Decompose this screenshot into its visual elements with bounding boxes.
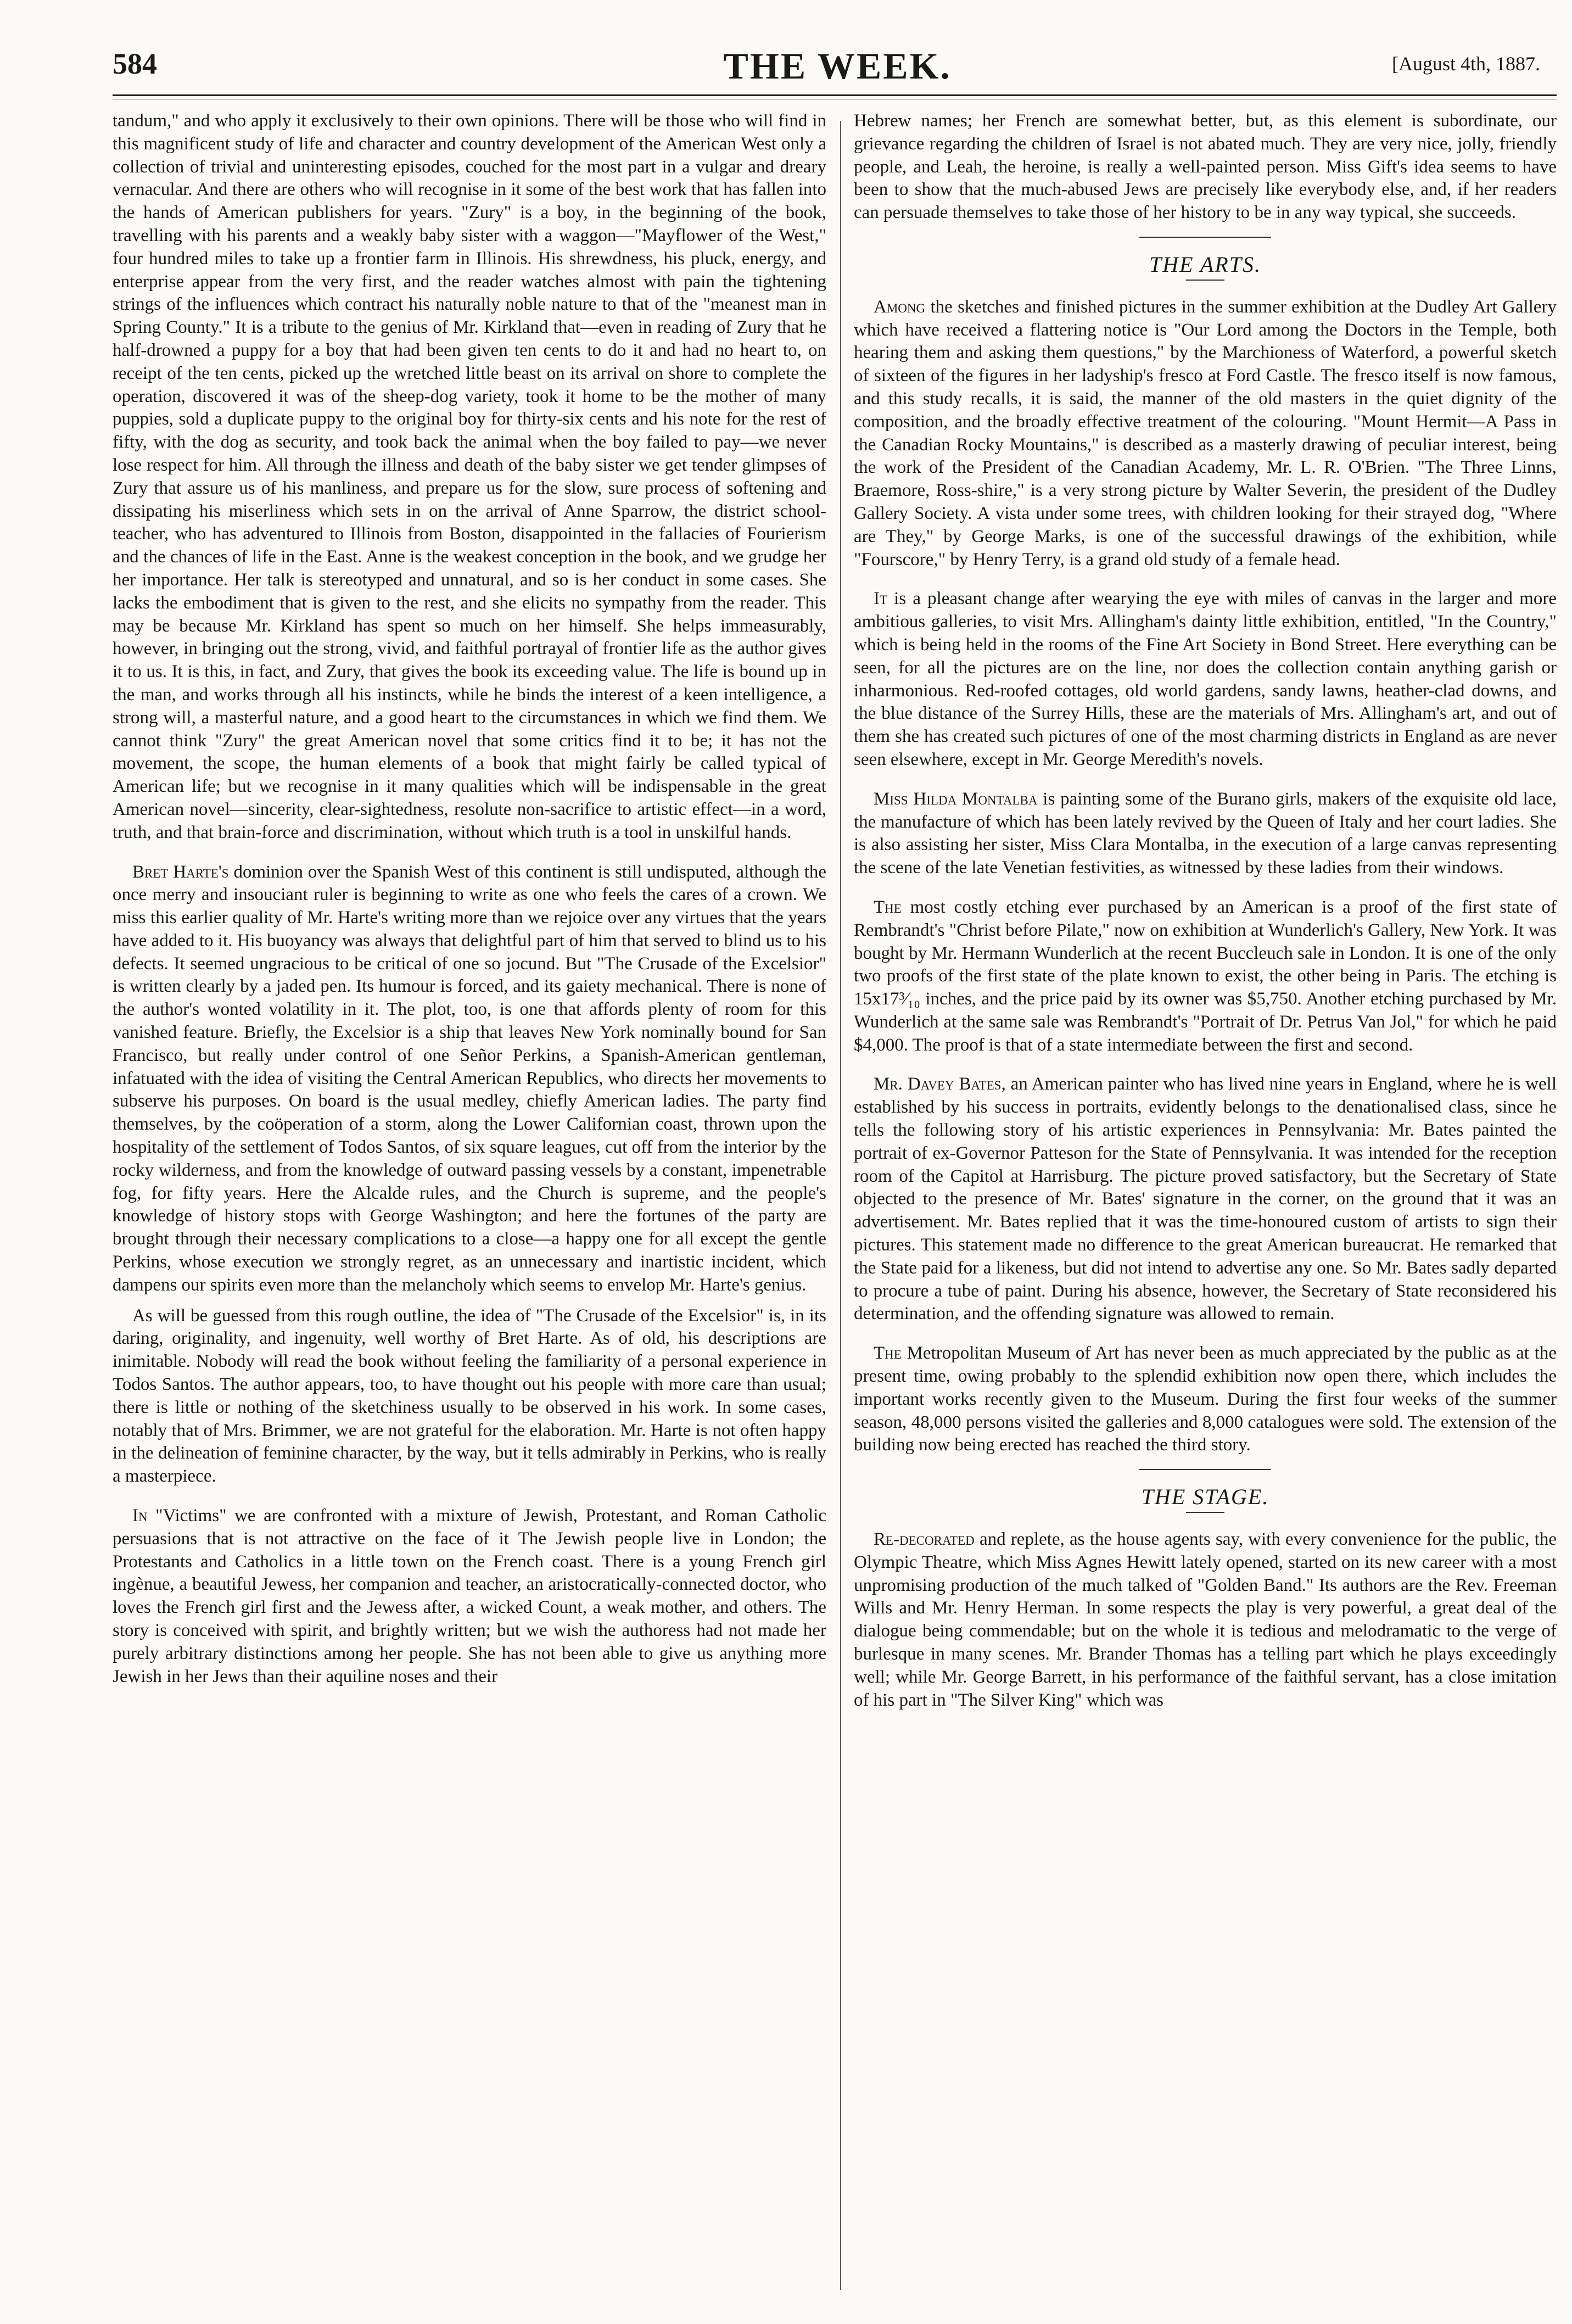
lead-in: The: [874, 897, 902, 917]
paragraph: Hebrew names; her French are somewhat better, but, as this element is subordinate, our grievance regarding the children of Israel is not abated much. They are very nice, jolly, friendly people, and Leah, the heroine, is really a well-painted person. Miss Gift's idea seems to have been to show that the much-abused Jews are precisely like everybody else, and, if her readers can persuade themselves to take those of her history to be in any way typical, she succeeds.: [854, 111, 1557, 223]
lead-in: Among: [874, 297, 926, 317]
section-separator: [1139, 237, 1271, 238]
newspaper-title: THE WEEK.: [723, 45, 952, 87]
lead-in: Bret Harte's: [132, 862, 229, 882]
paragraph: In "Victims" we are confronted with a mixture of Jewish, Protestant, and Roman Catholic persuasions that is not attractive on the face of it The Jewish people live in London; the Protestants and Catholics in a little town on the French coast. There is a young French girl ingènue, a beautiful Jewess, her companion and teacher, an aristocratically-connected doctor, who loves the French girl first and the Jewess after, a wicked Count, a weak mother, and others. The story is conceived with spirit, and brightly written; but we wish the authoress had not made her purely arbitrary distinctions among her people. She has not been able to give us anything more Jewish in her Jews than their aquiline noses and their: [113, 1506, 826, 1686]
right-column: [854, 110, 1557, 1712]
issue-date: [August 4th, 1887.: [1392, 53, 1540, 75]
left-column: [113, 110, 826, 1688]
lead-in: The: [874, 1343, 902, 1364]
title-rule: [1186, 1512, 1224, 1513]
paragraph: It is a pleasant change after wearying the eye with miles of canvas in the larger and more ambitious galleries, to visit Mrs. Allingham's dainty little exhibition, entitled, "In the Country," which is being held in the rooms of the Fine Art Society in Bond Street. Here everything can be seen, for all the pictures are on the line, nor does the collection contain anything garish or inharmonious. Red-roofed cottages, old world gardens, sandy lawns, heather-clad downs, and the blue distance of the Surrey Hills, these are the materials of Mrs. Allingham's art, and out of them she has created such pictures of one of the most charming districts in England as are never seen elsewhere, except in Mr. George Meredith's novels.: [854, 589, 1557, 769]
lead-in: Mr. Davey Bates: [874, 1074, 1002, 1094]
column-divider: [840, 121, 841, 2290]
masthead: [113, 47, 1562, 96]
paragraph: Re-decorated and replete, as the house agents say, with every convenience for the public, the Olympic Theatre, which Miss Agnes Hewitt lately opened, started on its new career with a most unpromising production of the much talked of "Golden Band." Its authors are the Rev. Freeman Wills and Mr. Henry Herman. In some respects the play is very powerful, a great deal of the dialogue being commendable; but on the whole it is tedious and melodramatic to the verge of burlesque in many scenes. Mr. Brander Thomas has a telling part which he plays exceedingly well; while Mr. George Barrett, in his performance of the faithful servant, has a close imitation of his part in "The Silver King" which was: [854, 1529, 1557, 1710]
paragraph: The most costly etching ever purchased by an American is a proof of the first state of Rembrandt's "Christ before Pilate," now on exhibition at Wunderlich's Gallery, New York. It was bought by Mr. Hermann Wunderlich at the recent Buccleuch sale in London. It is one of the only two proofs of the first state of the plate known to exist, the other being in Paris. The etching is 15x17³⁄₁₀ inches, and the price paid by its owner was $5,750. Another etching purchased by Mr. Wunderlich at the same sale was Rembrandt's "Portrait of Dr. Petrus Van Jol," for which he paid $4,000. The proof is that of a state intermediate between the first and second.: [854, 897, 1557, 1055]
paragraph: As will be guessed from this rough outline, the idea of "The Crusade of the Excelsior" is, in its daring, originality, and ingenuity, well worthy of Bret Harte. As of old, his descriptions are inimitable. Nobody will read the book without feeling the familiarity of a personal experience in Todos Santos. The author appears, too, to have thought out his people with more care than usual; there is little or nothing of the sketchiness usually to be observed in his work. In some cases, notably that of Mrs. Brimmer, we are not grateful for the elaboration. Mr. Harte is not often happy in the delineation of feminine character, by the way, but it tells admirably in Perkins, who is really a masterpiece.: [113, 1305, 826, 1487]
lead-in: Re-decorated: [874, 1529, 975, 1550]
lead-in: It: [874, 589, 888, 609]
page-number: 584: [113, 47, 157, 80]
paragraph: tandum," and who apply it exclusively to their own opinions. There will be those who will find in this magnificent study of life and character and country development of the American West only a collection of trivial and uninteresting episodes, couched for the most part in a vulgar and dreary vernacular. And there are others who will recognise in it some of the best work that has fallen into the hands of American publishers for years. "Zury" is a boy, in the beginning of the book, travelling with his parents and a weakly baby sister with a waggon—"Mayflower of the West," four hundred miles to take up a frontier farm in Illinois. His shrewdness, his pluck, energy, and enterprise appear from the very first, and the reader watches almost with pain the tightening strings of the influences which contract his naturally noble nature to that of the "meanest man in Spring County." It is a tribute to the genius of Mr. Kirkland that—even in reading of Zury that he half-drowned a puppy for a boy that had been given ten cents to do it and had no heart to, on receipt of the ten cents, picked up the wretched little beast on its arrival on shore to complete the operation, discovered it was of the sheep-dog variety, took it home to be the mother of many puppies, sold a duplicate puppy to the original boy for thirty-six cents and his note for the rest of fifty, with the dog as security, and took back the animal when the boy failed to pay—we never lose respect for him. All through the illness and death of the baby sister we get tender glimpses of Zury that assure us of his manliness, and prepare us for the slow, sure process of softening and dissipating his miserliness which sets in on the arrival of Anne Sparrow, the district school-teacher, who has adventured to Illinois from Boston, disappointed in the fallacies of Fourierism and the chances of life in the East. Anne is the weakest conception in the book, and we grudge her her importance. Her talk is stereotyped and unnatural, and so is her conduct in some cases. She lacks the embodiment that is given to the rest, and she elicits no sympathy from the reader. This may be because Mr. Kirkland has spent so much on her himself. She helps immeasurably, however, in bringing out the strong, vivid, and faithful portrayal of frontier life as the author gives it to us. It is this, in fact, and Zury, that gives the book its exceeding value. The life is bound up in the man, and works through all his instincts, while he binds the interest of a keen intelligence, a strong will, a masterful nature, and a good heart to the circumstances in which we find them. We cannot think "Zury" the great American novel that some critics find it to be; it has not the movement, the scope, the human elements of a book that might fairly be called typical of American life; but we recognise in it many qualities which will be indispensable in the great American novel—sincerity, clear-sightedness, resolute non-sacrifice to artistic effect—in a word, truth, and that brain-force and discrimination, without which truth is a tool in unskilful hands.: [113, 111, 826, 842]
title-rule: [1186, 280, 1224, 281]
paragraph: Among the sketches and finished pictures in the summer exhibition at the Dudley Art Gallery which have received a flattering notice is "Our Lord among the Doctors in the Temple, both hearing them and asking them questions," by the Marchioness of Waterford, a powerful sketch of sixteen of the figures in her ladyship's fresco at Ford Castle. The fresco itself is now famous, and this study recalls, it is said, the manner of the old masters in the quiet dignity of the composition, and the broadly effective treatment of the colouring. "Mount Hermit—A Pass in the Canadian Rocky Mountains," is described as a masterly drawing of peculiar interest, being the work of the President of the Canadian Academy, Mr. L. R. O'Brien. "The Three Linns, Braemore, Ross-shire," is a very strong picture by Walter Severin, the president of the Dudley Gallery Society. A vista under some trees, with children looking for their strayed dog, "Where are They," by George Marks, is one of the successful drawings of the exhibition, while "Fourscore," by Henry Terry, is a grand old study of a female head.: [854, 297, 1557, 569]
lead-in: Miss Hilda Montalba: [874, 789, 1038, 809]
paragraph: Bret Harte's dominion over the Spanish West of this continent is still undisputed, although the once merry and insouciant ruler is beginning to write as one who feels the cares of a crown. We miss this earlier quality of Mr. Harte's writing more than we rejoice over any virtues that the years have added to it. His buoyancy was always that delightful part of him that served to blind us to his defects. It seemed ungracious to be critical of one so jocund. But "The Crusade of the Excelsior" is written clearly by a jaded pen. Its humour is forced, and its gaiety mechanical. There is none of the author's wonted volatility in it. The plot, too, is one that affords plenty of room for this vanished feature. Briefly, the Excelsior is a ship that leaves New York nominally bound for San Francisco, but really under control of one Señor Perkins, a Spanish-American gentleman, infatuated with the idea of visiting the Central American Republics, who directs her movements to subserve his purposes. On board is the usual medley, chiefly American ladies. The party find themselves, by the coöperation of a storm, along the Lower Californian coast, thrown upon the hospitality of the settlement of Todos Santos, of six square leagues, cut off from the interior by the rocky wilderness, and from the knowledge of outward passing vessels by a constant, impenetrable fog, for fifty years. Here the Alcalde rules, and the Church is supreme, and the people's knowledge of history stops with George Washington; and here the fortunes of the party are brought through their necessary complications to a close—a happy one for all except the gentle Perkins, whose execution we strongly regret, as an unnecessary and inartistic incident, which dampens our spirits even more than the melancholy which seems to envelop Mr. Harte's genius.: [113, 862, 827, 1295]
section-title-stage: THE STAGE.: [1141, 1484, 1269, 1510]
paragraph: Miss Hilda Montalba is painting some of the Burano girls, makers of the exquisite old lace, the manufacture of which has been lately revived by the Queen of Italy and her court ladies. She is also assisting her sister, Miss Clara Montalba, in the execution of a large canvas representing the scene of the late Venetian festivities, as witnessed by these ladies from their windows.: [854, 789, 1557, 878]
paragraph: The Metropolitan Museum of Art has never been as much appreciated by the public as at the present time, owing probably to the splendid exhibition now open there, which includes the important works recently given to the Museum. During the first four weeks of the summer season, 48,000 persons visited the galleries and 8,000 catalogues were sold. The extension of the building now being erected has reached the third story.: [854, 1343, 1557, 1455]
section-separator: [1139, 1469, 1271, 1470]
header-rule: [113, 94, 1557, 96]
section-title-arts: THE ARTS.: [1149, 252, 1261, 277]
lead-in: In: [132, 1506, 148, 1526]
paragraph: Mr. Davey Bates, an American painter who has lived nine years in England, where he is well established by his success in portraits, evidently belongs to the denationalised class, since he tells the following story of his artistic experiences in Pennsylvania: Mr. Bates painted the portrait of ex-Governor Patteson for the State of Pennsylvania. It was intended for the reception room of the Capitol at Harrisburg. The picture proved satisfactory, but the Secretary of State objected to the presence of Mr. Bates' signature in the corner, on the ground that it was an advertisement. Mr. Bates replied that it was the time-honoured custom of artists to sign their pictures. This statement made no difference to the great American bureaucrat. He remarked that the State paid for a likeness, but did not intend to advertise any one. So Mr. Bates sadly departed to procure a tube of paint. During his absence, however, the Secretary of State reconsidered his determination, and the offending signature was allowed to remain.: [854, 1074, 1557, 1324]
